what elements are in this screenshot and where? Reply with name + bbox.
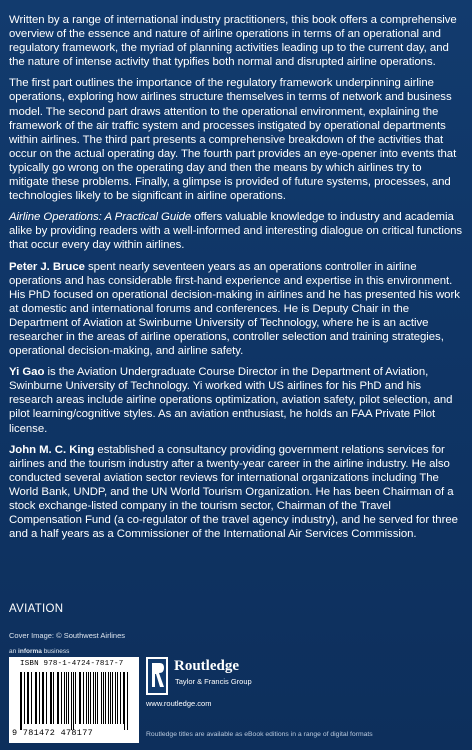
author-bio-2 xyxy=(9,365,464,435)
barcode-digits: 9 781472 478177 xyxy=(12,728,94,738)
author-name-2: Yi Gao xyxy=(9,366,45,379)
barcode-bars xyxy=(20,672,130,728)
author-bio-3 xyxy=(9,443,464,542)
publisher-url[interactable]: www.routledge.com xyxy=(146,699,212,708)
description-paragraph-3 xyxy=(9,210,464,252)
description-block xyxy=(9,13,464,548)
cover-image-credit: Cover Image: © Southwest Airlines xyxy=(9,631,125,640)
author-bio-text-2: is the Aviation Undergraduate Course Director in the Department of Aviation, Swinburne University of Technology. Yi worked with US airlines for his PhD and his research areas include airline operations optimization, aviation safety, pilot selection, and pilot learning/cognitive styles. As an aviation enthusiast, he holds an FAA Private Pilot license. xyxy=(9,366,453,435)
barcode xyxy=(9,657,139,743)
barcode-bar xyxy=(97,672,98,724)
description-paragraph-1: Written by a range of international industry practitioners, this book offers a comprehensive overview of the essence and nature of airline operations in terms of an operational and regulatory framework, the myriad of planning activities leading up to the current day, and the nature of intense activity that typifies both normal and disrupted airline operations. xyxy=(9,14,457,69)
barcode-bar xyxy=(73,672,74,730)
publisher-block xyxy=(146,657,326,709)
barcode-bar xyxy=(115,672,116,724)
author-bio-text-3: established a consultancy providing government relations services for airlines and the tourism industry after a twenty-year career in the airline industry. He also conducted several aviation sector reviews for international organizations including The World Bank, UNDP, and the UN World Tourism Organization. He has been Chairman of a stock exchange-listed company in the tourism sector, Chairman of the Travel Compensation Fund (a co-regulator of the travel agency industry), and he served for three and a half years as a Commissioner of the International Air Services Commission. xyxy=(9,443,458,541)
subject-category: AVIATION xyxy=(9,603,64,615)
author-bio-1 xyxy=(9,260,464,359)
ebook-note: Routledge titles are available as eBook editions in a range of digital formats xyxy=(146,731,373,738)
informa-suffix: business xyxy=(41,648,70,655)
barcode-bar xyxy=(75,672,76,724)
description-paragraph-2: The first part outlines the importance of the regulatory framework underpinning airline operations, exploring how airlines structure themselves in terms of network and business model. The second part draws attention to the operational environment, explaining the framework of the air traffic system and processes instigated by operational departments within airlines. The third part presents a comprehensive breakdown of the activities that occur on the actual operating day. The fourth part provides an eye-opener into events that typically go wrong on the operating day and then the means by which airlines try to mitigate these problems. Finally, a glimpse is provided of future systems, processes, and technologies likely to be significant in airline operations. xyxy=(9,77,457,203)
isbn-text: ISBN 978-1-4724-7817-7 xyxy=(20,660,124,668)
barcode-bar xyxy=(36,672,37,724)
informa-prefix: an xyxy=(9,648,19,655)
barcode-bar xyxy=(51,672,52,724)
publisher-name: Routledge xyxy=(174,658,239,674)
barcode-bar xyxy=(28,672,29,724)
informa-brand: informa xyxy=(18,648,42,655)
barcode-bar xyxy=(46,672,47,724)
barcode-bar xyxy=(105,672,106,724)
barcode-bar xyxy=(58,672,59,724)
publisher-group: Taylor & Francis Group xyxy=(175,677,252,686)
author-name-3: John M. C. King xyxy=(9,443,95,456)
barcode-bar xyxy=(80,672,81,724)
book-title: Airline Operations: A Practical Guide xyxy=(9,211,192,224)
author-bio-text-1: spent nearly seventeen years as an operations controller in airline operations and has considerable first-hand experience and expertise in this environment. His PhD focused on operational decision-making in airlines and he has presented his work at domestic and international forums and conferences. He is Deputy Chair in the Department of Aviation at Swinburne University of Technology, where he is an active researcher in the areas of airline operations, controller selection and training strategies, operational decision-making, and airline safety. xyxy=(9,260,460,358)
author-name-1: Peter J. Bruce xyxy=(9,260,85,273)
barcode-bar xyxy=(117,672,118,724)
barcode-bar xyxy=(124,672,125,730)
barcode-bar xyxy=(88,672,89,724)
barcode-bar xyxy=(64,672,65,724)
routledge-logo-icon xyxy=(146,657,168,695)
barcode-bar xyxy=(95,672,96,724)
barcode-bar xyxy=(39,672,40,724)
informa-business-note xyxy=(9,648,69,655)
description-paragraph-3-text: offers valuable knowledge to industry and academia alike by providing readers with a well-informed and interesting dialogue on critical functions that occur every day within airlines. xyxy=(9,211,463,252)
barcode-bar xyxy=(24,672,25,724)
